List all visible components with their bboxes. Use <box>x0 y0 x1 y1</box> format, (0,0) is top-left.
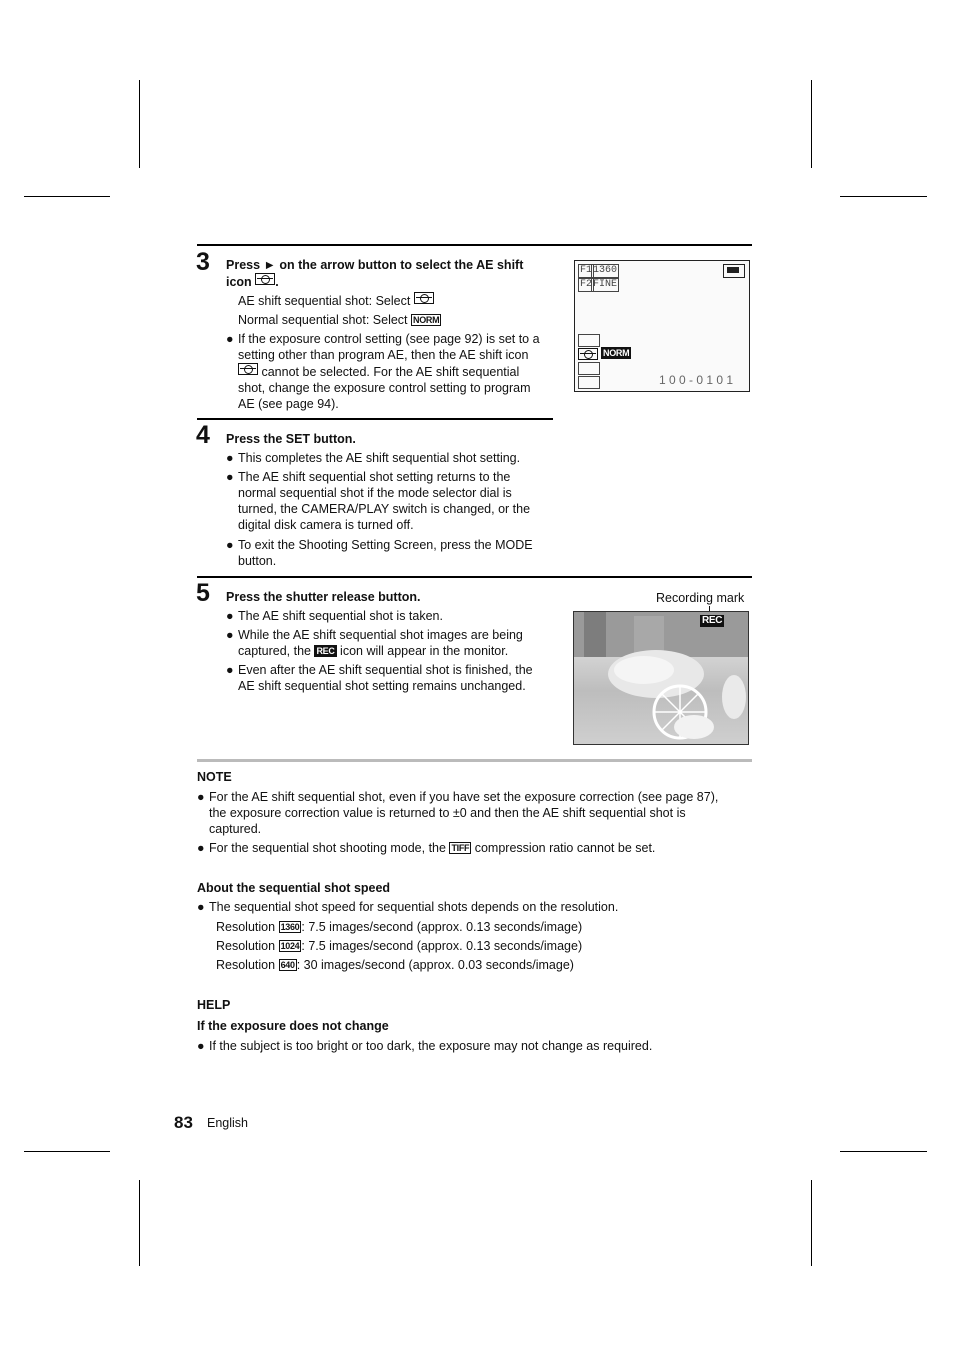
resolution-icon: 1360 <box>280 922 300 932</box>
rec-icon: REC <box>702 615 723 626</box>
ae-shift-line <box>238 292 434 309</box>
speed-title: About the sequential shot speed <box>197 881 391 895</box>
crop-mark <box>840 196 927 197</box>
footer-language: English <box>207 1116 248 1130</box>
step5-number: 5 <box>196 579 210 607</box>
step5-bullet-line: icon will appear in the monitor. <box>340 644 509 658</box>
lcd-monitor-illustration <box>574 260 750 392</box>
speed-row-text: : 7.5 images/second (approx. 0.13 seconds/image) <box>301 939 583 953</box>
note-bullet-line: captured. <box>209 822 262 836</box>
step5-bullet <box>226 662 558 694</box>
speed-row-label: Resolution <box>216 920 276 934</box>
ae-shift-icon <box>255 273 275 285</box>
note-bullet-line: compression ratio cannot be set. <box>474 841 656 855</box>
lcd-f1-label: F1 <box>580 265 593 276</box>
lcd-resolution-label: 1360 <box>593 265 618 276</box>
step3-heading-text-2: icon <box>226 275 252 289</box>
step4-bullet-line: To exit the Shooting Setting Screen, press the MODE <box>238 538 533 552</box>
sequential-shot-icon <box>723 264 745 278</box>
speed-row-text: : 30 images/second (approx. 0.03 seconds/image) <box>296 958 574 972</box>
bullet-dot-icon: ● <box>197 841 205 855</box>
step5-bullet-line: AE shift sequential shot setting remains unchanged. <box>238 679 526 693</box>
self-timer-icon <box>578 334 600 347</box>
step5-bullet-line: captured, the <box>238 644 311 658</box>
scene-icon <box>578 362 600 375</box>
speed-row-label: Resolution <box>216 958 276 972</box>
bullet-dot-icon: ● <box>226 332 234 346</box>
ae-shift-icon <box>578 348 598 360</box>
note-bullet <box>197 789 749 837</box>
step4-bullet-line: digital disk camera is turned off. <box>238 518 414 532</box>
bullet-dot-icon: ● <box>226 663 234 677</box>
crop-mark <box>139 80 140 168</box>
crop-mark <box>24 196 110 197</box>
step3-heading <box>226 257 546 290</box>
monitor-photo <box>573 611 749 745</box>
resolution-icon: 1024 <box>280 941 300 951</box>
bullet-dot-icon: ● <box>226 609 234 623</box>
step4-bullet <box>226 450 558 466</box>
step3-bullet-line: shot, change the exposure control setting to program <box>238 381 531 395</box>
lcd-norm-icon: NORM <box>603 348 630 358</box>
step5-bullet-line: Even after the AE shift sequential shot is finished, the <box>238 663 533 677</box>
step3-top-rule <box>197 244 752 246</box>
step3-bullet <box>226 331 558 412</box>
speed-row <box>216 938 582 954</box>
lcd-quality-label: FINE <box>593 279 618 290</box>
bullet-dot-icon: ● <box>197 900 205 914</box>
note-bullet-line: For the AE shift sequential shot, even if you have set the exposure correction (see page 87), <box>209 790 719 804</box>
tiff-icon: TIFF <box>451 843 470 853</box>
bullet-dot-icon: ● <box>226 451 234 465</box>
help-bullet <box>197 1038 749 1054</box>
step4-bullet-line: button. <box>238 554 277 568</box>
step4-top-rule <box>197 418 553 420</box>
normal-line-text: Normal sequential shot: Select <box>238 313 408 327</box>
help-bullet-line: If the subject is too bright or too dark, the exposure may not change as required. <box>209 1039 653 1053</box>
bullet-dot-icon: ● <box>226 538 234 552</box>
step4-bullet <box>226 537 558 569</box>
page-number: 83 <box>174 1113 193 1132</box>
crop-mark <box>24 1151 110 1152</box>
help-title: HELP <box>197 998 231 1012</box>
step3-number: 3 <box>196 248 210 276</box>
norm-icon: NORM <box>413 315 440 325</box>
resolution-icon: 640 <box>280 960 295 970</box>
step4-bullet-line: The AE shift sequential shot setting returns to the <box>238 470 511 484</box>
flash-icon <box>578 376 600 389</box>
speed-row <box>216 957 574 973</box>
step5-bullet-line: The AE shift sequential shot is taken. <box>238 609 443 623</box>
flower-cart-photo <box>574 612 748 744</box>
step4-bullet-line: normal sequential shot if the mode selector dial is <box>238 486 512 500</box>
step4-bullet <box>226 469 558 533</box>
ae-shift-line-text: AE shift sequential shot: Select <box>238 294 411 308</box>
step5-bullet <box>226 627 558 659</box>
step4-heading: Press the SET button. <box>226 432 356 446</box>
step3-bullet-line: AE (see page 94). <box>238 397 339 411</box>
speed-row <box>216 919 582 935</box>
step5-heading: Press the shutter release button. <box>226 590 421 604</box>
speed-bullet-line: The sequential shot speed for sequential shots depends on the resolution. <box>209 900 619 914</box>
note-bullet <box>197 840 749 856</box>
normal-line <box>238 312 441 328</box>
step3-heading-text: Press ► on the arrow button to select the AE shift <box>226 258 524 272</box>
ae-shift-icon <box>238 363 258 375</box>
speed-bullet <box>197 899 749 915</box>
note-title: NOTE <box>197 770 232 784</box>
bullet-dot-icon: ● <box>226 628 234 642</box>
crop-mark <box>811 1180 812 1266</box>
ae-shift-icon <box>414 292 434 304</box>
crop-mark <box>139 1180 140 1266</box>
step5-bullet <box>226 608 558 624</box>
help-subtitle: If the exposure does not change <box>197 1019 389 1033</box>
step3-bullet-line: If the exposure control setting (see page 92) is set to a <box>238 332 540 346</box>
lcd-file-counter: 1 0 0 - 0 1 0 1 <box>659 373 734 387</box>
recording-mark-label: Recording mark <box>656 591 745 605</box>
step5-bullet-line: While the AE shift sequential shot images are being <box>238 628 523 642</box>
step4-number: 4 <box>196 421 210 449</box>
speed-row-text: : 7.5 images/second (approx. 0.13 seconds/image) <box>301 920 583 934</box>
crop-mark <box>840 1151 927 1152</box>
step3-bullet-line: setting other than program AE, then the AE shift icon <box>238 348 529 362</box>
rec-icon: REC <box>316 646 335 656</box>
bullet-dot-icon: ● <box>197 1039 205 1053</box>
step5-top-rule <box>197 576 752 578</box>
bullet-dot-icon: ● <box>226 470 234 484</box>
speed-row-label: Resolution <box>216 939 276 953</box>
note-bullet-line: For the sequential shot shooting mode, the <box>209 841 446 855</box>
note-bullet-line: the exposure correction value is returned to ±0 and then the AE shift sequential shot is <box>209 806 686 820</box>
note-top-rule <box>197 759 752 762</box>
step4-bullet-line: turned, the CAMERA/PLAY switch is changed, or the <box>238 502 531 516</box>
step3-bullet-line: cannot be selected. For the AE shift sequential <box>261 365 520 379</box>
bullet-dot-icon: ● <box>197 790 205 804</box>
step4-bullet-line: This completes the AE shift sequential shot setting. <box>238 451 521 465</box>
step3-heading-end: . <box>275 275 279 289</box>
lcd-f2-label: F2 <box>580 279 593 290</box>
crop-mark <box>811 80 812 168</box>
